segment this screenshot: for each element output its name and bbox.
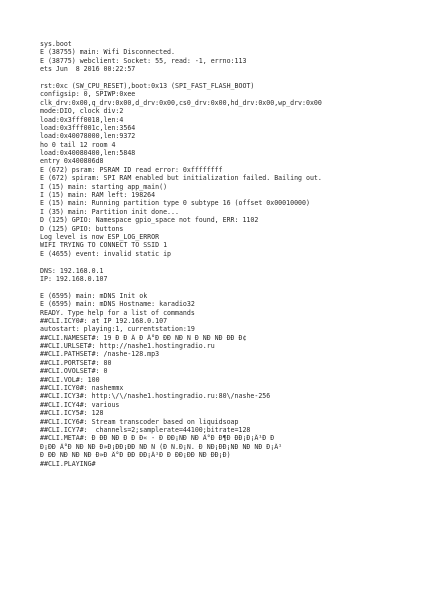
log-line: READY. Type help for a list of commands [40,308,195,317]
serial-log [40,40,420,476]
log-line: load:0x3fff001c,len:3564 [40,123,136,132]
log-line: ##CLI.ICY0#: nashemmx [40,384,124,393]
log-line: D (125) GPIO: Namespace gpio_space not found, ERR: 1102 [40,216,259,225]
log-line: E (4655) event: invalid static ip [40,249,172,258]
log-line: I (15) main: starting app_main() [40,182,168,191]
log-line: autostart: playing:1, currentstation:19 [40,325,195,334]
log-line: D (125) GPIO: buttons [40,224,124,233]
log-line: mode:DIO, clock div:2 [40,107,124,116]
log-line: load:0x40080400,len:5848 [40,149,136,158]
log-line: Ð¡ÐÐ Â°Ð ÑÐ ÑÐ Ð»Ð¡ÐÐ¡ÐÐ ÑÐ Ñ (Ð Ñ.Ð¡Ñ. Ð ÑÐ¡ÐÐ¡ÑÐ ÑÐ ÑÐ Ð¡Â¹ [40,442,283,451]
log-line: ho 0 tail 12 room 4 [40,140,116,149]
log-line: Log level is now ESP_LOG_ERROR [40,232,160,241]
log-line: E (6595) main: mDNS Init ok [40,291,148,300]
log-line: ##CLI.URLSET#: http://nashe1.hostingradio.ru [40,342,215,351]
log-group [40,82,420,258]
log-line: load:0x3fff0018,len:4 [40,115,124,124]
log-line: sys.boot [40,40,72,48]
log-line: DNS: 192.168.0.1 [40,266,104,275]
log-line: clk_drv:0x00,q_drv:0x00,d_drv:0x00,cs0_drv:0x00,hd_drv:0x00,wp_drv:0x00 [40,98,322,107]
log-line: ##CLI.PORTSET#: 80 [40,358,112,367]
log-group [40,292,420,468]
log-line: ##CLI.PLAYING# [40,459,96,468]
log-group [40,40,420,74]
log-line: ets Jun 8 2016 00:22:57 [40,65,136,74]
log-line: ##CLI.META#: Ð ÐÐ ÑÐ Ð Ð Ð« - Ð ÐÐ¡ÑÐ ÑÐ Â°Ð Ð¶Ð ÐÐ¡Ð¡Â¹Ð Ð [40,434,275,443]
log-group [40,267,420,284]
log-line: IP: 192.168.0.107 [40,274,108,283]
log-line: ##CLI.ICY0#: at IP 192.168.0.107 [40,316,168,325]
log-line: I (15) main: RAM left: 198264 [40,191,156,200]
log-line: I (35) main: Partition init done... [40,207,179,216]
log-line: ##CLI.ICY6#: Stream transcoder based on liquidsoap [40,417,239,426]
log-line: ##CLI.ICY5#: 128 [40,409,104,418]
log-line: Ð ÐÐ ÑÐ ÑÐ ÑÐ Ð»Ð Â°Ð ÐÐ ÐÐ¡Â¹Ð Ð ÐÐ¡ÐÐ ÑÐ ÐÐ¡Ð) [40,451,231,460]
log-line: E (672) psram: PSRAM ID read error: 0xffffffff [40,165,223,174]
log-line: ##CLI.OVOLSET#: 0 [40,367,108,376]
log-line: entry 0x400806d8 [40,157,104,166]
log-line: ##CLI.ICY3#: http:\/\/nashe1.hostingradio.ru:80\/nashe-256 [40,392,271,401]
log-line: load:0x40078000,len:9372 [40,132,136,141]
log-line: E (672) spiram: SPI RAM enabled but initialization failed. Bailing out. [40,174,322,183]
log-line: ##CLI.ICY7#: channels=2;samplerate=44100;bitrate=128 [40,425,251,434]
log-line: E (38775) webclient: Socket: 55, read: -1, errno:113 [40,56,247,65]
log-line: WIFI TRYING TO CONNECT TO SSID 1 [40,241,168,250]
log-line: ##CLI.ICY4#: various [40,400,120,409]
log-line: E (38755) main: Wifi Disconnected. [40,48,175,57]
log-line: ##CLI.PATHSET#: /nashe-128.mp3 [40,350,160,359]
log-line: E (15) main: Running partition type 0 subtype 16 (offset 0x00010000) [40,199,310,208]
log-line: E (6595) main: mDNS Hostname: karadio32 [40,300,195,309]
log-line: ##CLI.VOL#: 100 [40,375,100,384]
log-line: rst:0xc (SW_CPU_RESET),boot:0x13 (SPI_FAST_FLASH_BOOT) [40,81,255,90]
log-line: ##CLI.NAMESET#: 19 Ð Ð Â Ð Â°Ð ÐÐ ÑÐ Ñ Ð ÑÐ ÑÐ ÐÐ Ð¢ [40,333,247,342]
log-line: configsip: 0, SPIWP:0xee [40,90,136,99]
